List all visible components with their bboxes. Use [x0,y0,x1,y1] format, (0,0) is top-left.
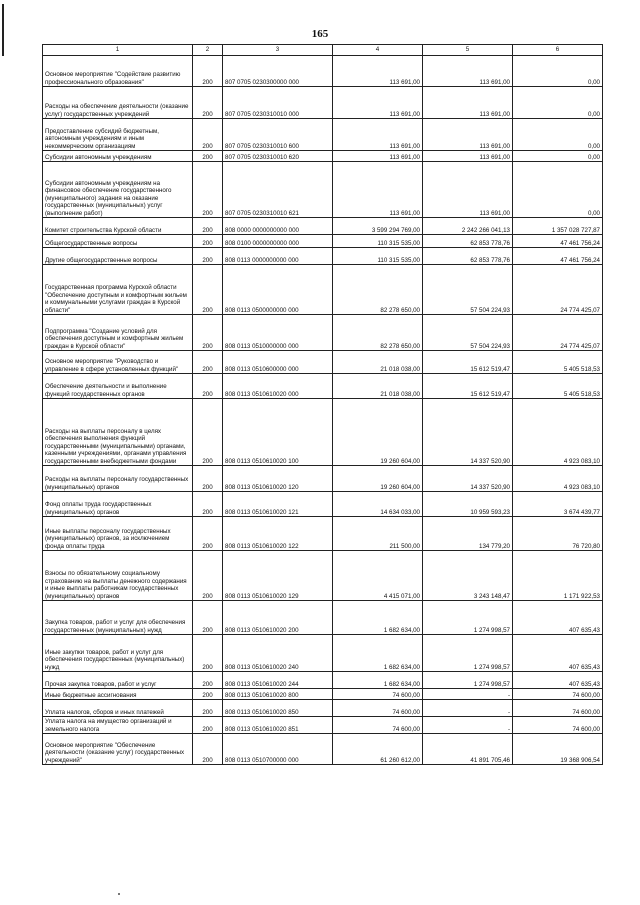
row-col2: 200 [193,717,223,734]
table-row [43,399,603,466]
row-code: 808 0113 0510610020 129 [223,551,333,601]
table-row [43,162,603,218]
row-col2: 200 [193,601,223,635]
column-header: 2 [193,45,223,56]
row-value-col4: 3 599 294 769,00 [333,218,423,235]
table-header-row [43,45,603,56]
row-code: 808 0113 0510000000 000 [223,315,333,351]
table-row [43,635,603,672]
row-value-col4: 1 682 634,00 [333,601,423,635]
row-name: Иные бюджетные ассигнования [43,689,193,700]
table-row [43,551,603,601]
row-col2: 200 [193,265,223,315]
row-code: 808 0000 0000000000 000 [223,218,333,235]
row-name: Иные закупки товаров, работ и услуг для обеспечения государственных (муниципальных) нужд [43,635,193,672]
table-row [43,700,603,717]
table-row [43,466,603,492]
row-value-col5: 62 853 778,76 [423,235,513,248]
row-col2: 200 [193,351,223,374]
row-value-col6: 74 600,00 [513,717,603,734]
row-col2: 200 [193,87,223,119]
row-value-col4: 113 691,00 [333,56,423,87]
column-header: 5 [423,45,513,56]
row-code: 808 0113 0510610020 100 [223,399,333,466]
row-col2: 200 [193,492,223,517]
row-value-col5: 113 691,00 [423,162,513,218]
row-col2: 200 [193,672,223,689]
table-row [43,235,603,248]
table-row [43,265,603,315]
row-value-col5: 14 337 520,90 [423,399,513,466]
row-value-col4: 74 600,00 [333,689,423,700]
row-value-col6: 1 357 028 727,87 [513,218,603,235]
row-code: 808 0113 0510610020 200 [223,601,333,635]
row-value-col6: 74 600,00 [513,700,603,717]
row-value-col5: 1 274 998,57 [423,635,513,672]
table-row [43,151,603,162]
row-col2: 200 [193,315,223,351]
row-name: Прочая закупка товаров, работ и услуг [43,672,193,689]
row-col2: 200 [193,218,223,235]
table-row [43,87,603,119]
table-row [43,56,603,87]
row-value-col6: 407 635,43 [513,635,603,672]
row-name: Взносы по обязательному социальному страхованию на выплаты денежного содержания и иные выплаты работникам государственных (муниципальных) органов [43,551,193,601]
row-value-col5: - [423,700,513,717]
row-name: Расходы на выплаты персоналу государственных (муниципальных) органов [43,466,193,492]
row-col2: 200 [193,700,223,717]
row-code: 807 0705 0230310010 620 [223,151,333,162]
row-value-col6: 0,00 [513,119,603,151]
row-value-col4: 110 315 535,00 [333,248,423,265]
row-code: 808 0113 0510610020 121 [223,492,333,517]
table-row [43,315,603,351]
row-name: Иные выплаты персоналу государственных (муниципальных) органов, за исключением фонда оплаты труда [43,517,193,551]
row-value-col6: 74 600,00 [513,689,603,700]
row-col2: 200 [193,162,223,218]
row-code: 808 0113 0500000000 000 [223,265,333,315]
row-col2: 200 [193,466,223,492]
row-code: 807 0705 0230300000 000 [223,56,333,87]
row-value-col5: 134 779,20 [423,517,513,551]
row-value-col4: 21 018 038,00 [333,374,423,399]
row-value-col4: 82 278 650,00 [333,265,423,315]
scan-speck [118,893,120,895]
table-row [43,492,603,517]
table-row [43,218,603,235]
row-value-col6: 24 774 425,07 [513,315,603,351]
row-value-col6: 407 635,43 [513,672,603,689]
row-value-col5: - [423,717,513,734]
row-value-col6: 0,00 [513,87,603,119]
row-name: Расходы на обеспечение деятельности (оказание услуг) государственных учреждений [43,87,193,119]
row-name: Государственная программа Курской области "Обеспечение доступным и комфортным жильем и коммунальными услугами граждан в Курской области" [43,265,193,315]
row-value-col6: 0,00 [513,151,603,162]
row-value-col5: 57 504 224,93 [423,315,513,351]
row-name: Расходы на выплаты персоналу в целях обеспечения выполнения функций государственными (муниципальными) органами, казенными учреждениями, органами управления государственными внебюджетными фондами [43,399,193,466]
page-number: 165 [311,28,329,40]
row-col2: 200 [193,235,223,248]
row-code: 808 0113 0510610020 850 [223,700,333,717]
row-value-col5: 113 691,00 [423,56,513,87]
row-code: 808 0113 0510600000 000 [223,351,333,374]
budget-execution-table [42,44,603,765]
table-row [43,351,603,374]
row-name: Предоставление субсидий бюджетным, автономным учреждениям и иным некоммерческим организациям [43,119,193,151]
row-name: Обеспечение деятельности и выполнение функций государственных органов [43,374,193,399]
row-value-col5: 14 337 520,90 [423,466,513,492]
row-name: Другие общегосударственные вопросы [43,248,193,265]
row-value-col6: 76 720,80 [513,517,603,551]
row-value-col6: 47 461 756,24 [513,248,603,265]
table-row [43,717,603,734]
row-value-col5: 15 612 519,47 [423,351,513,374]
row-value-col4: 4 415 071,00 [333,551,423,601]
row-code: 808 0113 0510610020 122 [223,517,333,551]
row-code: 807 0705 0230310010 600 [223,119,333,151]
row-value-col6: 0,00 [513,162,603,218]
row-name: Уплата налога на имущество организаций и земельного налога [43,717,193,734]
row-code: 808 0113 0510610020 244 [223,672,333,689]
row-col2: 200 [193,56,223,87]
row-value-col4: 113 691,00 [333,162,423,218]
row-value-col6: 0,00 [513,56,603,87]
row-code: 808 0113 0000000000 000 [223,248,333,265]
table-row [43,374,603,399]
row-code: 808 0113 0510610020 800 [223,689,333,700]
row-value-col5: 1 274 998,57 [423,672,513,689]
row-value-col6: 4 923 083,10 [513,466,603,492]
row-code: 808 0100 0000000000 000 [223,235,333,248]
row-col2: 200 [193,689,223,700]
row-name: Подпрограмма "Создание условий для обеспечения доступным и комфортным жильем граждан в Курской области" [43,315,193,351]
row-value-col4: 61 260 612,00 [333,734,423,765]
row-value-col6: 5 405 518,53 [513,351,603,374]
row-name: Уплата налогов, сборов и иных платежей [43,700,193,717]
row-value-col6: 24 774 425,07 [513,265,603,315]
row-value-col5: 113 691,00 [423,87,513,119]
row-name: Закупка товаров, работ и услуг для обеспечения государственных (муниципальных) нужд [43,601,193,635]
row-value-col4: 74 600,00 [333,717,423,734]
row-code: 808 0113 0510610020 240 [223,635,333,672]
row-value-col4: 211 500,00 [333,517,423,551]
column-header: 3 [223,45,333,56]
row-value-col5: - [423,689,513,700]
row-name: Субсидии автономным учреждениям [43,151,193,162]
row-code: 808 0113 0510610020 851 [223,717,333,734]
row-value-col5: 1 274 998,57 [423,601,513,635]
column-header: 4 [333,45,423,56]
row-value-col6: 19 368 906,54 [513,734,603,765]
row-value-col5: 10 959 593,23 [423,492,513,517]
row-code: 807 0705 0230310010 621 [223,162,333,218]
row-name: Субсидии автономным учреждениям на финансовое обеспечение государственного (муниципального) задания на оказание государственных (муниципальных) услуг (выполнение работ) [43,162,193,218]
table-row [43,119,603,151]
row-value-col6: 1 171 922,53 [513,551,603,601]
row-name: Комитет строительства Курской области [43,218,193,235]
row-value-col4: 113 691,00 [333,119,423,151]
row-value-col5: 57 504 224,93 [423,265,513,315]
row-value-col6: 3 674 439,77 [513,492,603,517]
row-col2: 200 [193,635,223,672]
row-value-col6: 5 405 518,53 [513,374,603,399]
row-name: Основное мероприятие "Руководство и управление в сфере установленных функций" [43,351,193,374]
row-name: Общегосударственные вопросы [43,235,193,248]
row-value-col4: 113 691,00 [333,87,423,119]
row-value-col4: 1 682 634,00 [333,635,423,672]
row-value-col5: 3 243 148,47 [423,551,513,601]
row-value-col5: 41 891 705,46 [423,734,513,765]
row-value-col5: 113 691,00 [423,119,513,151]
row-name: Фонд оплаты труда государственных (муниципальных) органов [43,492,193,517]
row-code: 808 0113 0510700000 000 [223,734,333,765]
row-col2: 200 [193,399,223,466]
column-header: 1 [43,45,193,56]
row-value-col5: 62 853 778,76 [423,248,513,265]
row-value-col5: 113 691,00 [423,151,513,162]
row-value-col4: 14 634 033,00 [333,492,423,517]
row-col2: 200 [193,119,223,151]
row-name: Основное мероприятие "Содействие развитию профессионального образования" [43,56,193,87]
row-col2: 200 [193,734,223,765]
table-row [43,517,603,551]
row-value-col6: 47 461 756,24 [513,235,603,248]
table-row [43,734,603,765]
row-col2: 200 [193,551,223,601]
table-row [43,672,603,689]
row-value-col6: 4 923 083,10 [513,399,603,466]
row-value-col4: 82 278 650,00 [333,315,423,351]
row-value-col4: 21 018 038,00 [333,351,423,374]
row-col2: 200 [193,151,223,162]
row-col2: 200 [193,374,223,399]
table-row [43,248,603,265]
row-value-col4: 74 600,00 [333,700,423,717]
row-code: 808 0113 0510610020 000 [223,374,333,399]
table-row [43,689,603,700]
row-value-col5: 2 242 266 041,13 [423,218,513,235]
row-value-col5: 15 612 519,47 [423,374,513,399]
row-code: 808 0113 0510610020 120 [223,466,333,492]
row-value-col4: 1 682 634,00 [333,672,423,689]
row-value-col4: 19 260 604,00 [333,466,423,492]
row-value-col4: 113 691,00 [333,151,423,162]
row-name: Основное мероприятие "Обеспечение деятельности (оказание услуг) государственных учреждений" [43,734,193,765]
row-code: 807 0705 0230310010 000 [223,87,333,119]
row-col2: 200 [193,517,223,551]
row-value-col6: 407 635,43 [513,601,603,635]
row-value-col4: 110 315 535,00 [333,235,423,248]
row-col2: 200 [193,248,223,265]
row-value-col4: 19 260 604,00 [333,399,423,466]
column-header: 6 [513,45,603,56]
table-row [43,601,603,635]
